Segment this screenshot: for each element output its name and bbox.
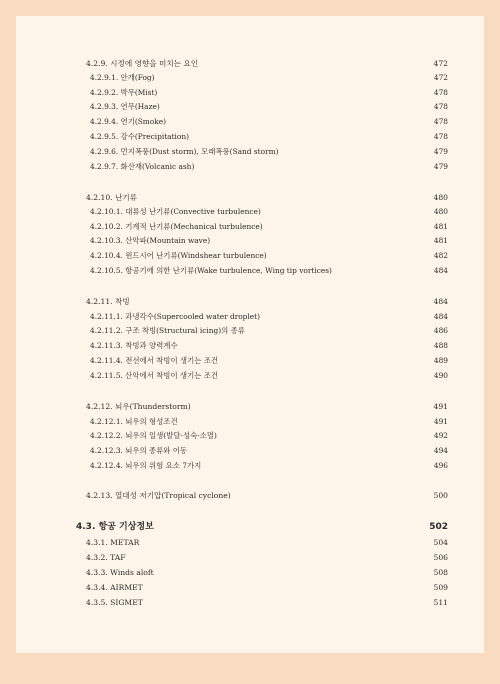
toc-entry-page: 484 [433,297,448,306]
book-page [16,16,484,653]
toc-entry-title: 4.3. 항공 기상정보 [76,522,154,532]
toc-entry-title: 4.2.12.2. 뇌우의 일생(발달-성숙-소멸) [90,431,217,440]
toc-entry-title: 4.3.2. TAF [86,553,126,562]
toc-entry-page: 494 [433,446,448,455]
toc-entry-page: 479 [433,162,448,171]
toc-entry-page: 482 [433,251,448,260]
toc-entry-title: 4.3.5. SIGMET [86,598,143,607]
toc-entry-page: 508 [433,568,448,577]
toc-entry-title: 4.3.1. METAR [86,538,140,547]
toc-entry-title: 4.2.10.1. 대류성 난기류(Convective turbulence) [90,207,261,216]
toc-entry-title: 4.2.11.3. 착빙과 양력계수 [90,341,178,350]
toc-entry-title: 4.2.12.1. 뇌우의 형성조건 [90,417,178,426]
toc-entry-title: 4.2.9.4. 연기(Smoke) [90,117,166,126]
toc-entry-page: 484 [433,266,448,275]
toc-entry-page: 491 [433,402,448,411]
toc-entry-title: 4.2.11.1. 과냉각수(Supercooled water droplet) [90,312,261,321]
toc-entry-page: 472 [433,59,448,68]
toc-entry-title: 4.2.10. 난기류 [86,193,137,202]
toc-entry-title: 4.2.11.4. 전선에서 착빙이 생기는 조건 [90,356,218,365]
toc-entry-page: 489 [433,356,448,365]
toc-entry-page: 480 [433,193,448,202]
toc-entry-title: 4.2.12.3. 뇌우의 종류와 이동 [90,446,188,455]
toc-entry-page: 500 [433,491,448,500]
toc-entry-page: 478 [433,117,448,126]
toc-entry-title: 4.3.3. Winds aloft [86,568,154,577]
toc-entry-page: 486 [433,326,448,335]
toc-entry-title: 4.2.11.2. 구조 착빙(Structural icing)의 종류 [90,326,245,335]
toc-entry-page: 481 [433,222,448,231]
toc-entry-title: 4.2.11. 착빙 [86,297,130,306]
toc-entry-title: 4.2.12. 뇌우(Thunderstorm) [86,402,191,411]
toc-entry-page: 511 [433,598,448,607]
toc-entry-page: 502 [429,522,448,532]
toc-entry-title: 4.2.9.7. 화산재(Volcanic ash) [90,162,195,171]
toc-entry-title: 4.2.9.3. 연무(Haze) [90,102,160,111]
toc-entry-page: 478 [433,132,448,141]
toc-entry-page: 504 [433,538,448,547]
toc-entry-page: 492 [433,431,448,440]
toc-entry-title: 4.2.9.5. 강수(Precipitation) [90,132,189,141]
toc-entry-title: 4.2.13. 열대성 저기압(Tropical cyclone) [86,491,231,500]
toc-entry-title: 4.2.9. 시정에 영향을 미치는 요인 [86,59,199,68]
toc-entry-title: 4.2.10.2. 기계적 난기류(Mechanical turbulence) [90,222,263,231]
toc-entry-page: 484 [433,312,448,321]
toc-entry-title: 4.2.9.2. 박무(Mist) [90,88,158,97]
toc-entry-page: 481 [433,236,448,245]
toc-entry-title: 4.3.4. AIRMET [86,583,143,592]
toc-entry-page: 479 [433,147,448,156]
toc-entry-title: 4.2.10.3. 산악파(Mountain wave) [90,236,211,245]
toc-entry-title: 4.2.10.5. 항공기에 의한 난기류(Wake turbulence, Wing tip vortices) [90,266,332,275]
toc-entry-title: 4.2.10.4. 윈드시어 난기류(Windshear turbulence) [90,251,267,260]
toc-entry-page: 506 [433,553,448,562]
toc-entry-page: 472 [433,73,448,82]
toc-entry-page: 490 [433,371,448,380]
toc-entry-page: 478 [433,88,448,97]
toc-entry-page: 480 [433,207,448,216]
toc-entry-page: 509 [433,583,448,592]
toc-entry-page: 491 [433,417,448,426]
toc-entry-title: 4.2.11.5. 산악에서 착빙이 생기는 조건 [90,371,218,380]
toc-entry-title: 4.2.9.1. 안개(Fog) [90,73,155,82]
toc-entry-page: 488 [433,341,448,350]
toc-entry-page: 478 [433,102,448,111]
toc-entry-title: 4.2.12.4. 뇌우의 위험 요소 7가지 [90,461,202,470]
toc-entry-page: 496 [433,461,448,470]
toc-entry-title: 4.2.9.6. 먼지폭풍(Dust storm), 모래폭풍(Sand storm) [90,147,279,156]
